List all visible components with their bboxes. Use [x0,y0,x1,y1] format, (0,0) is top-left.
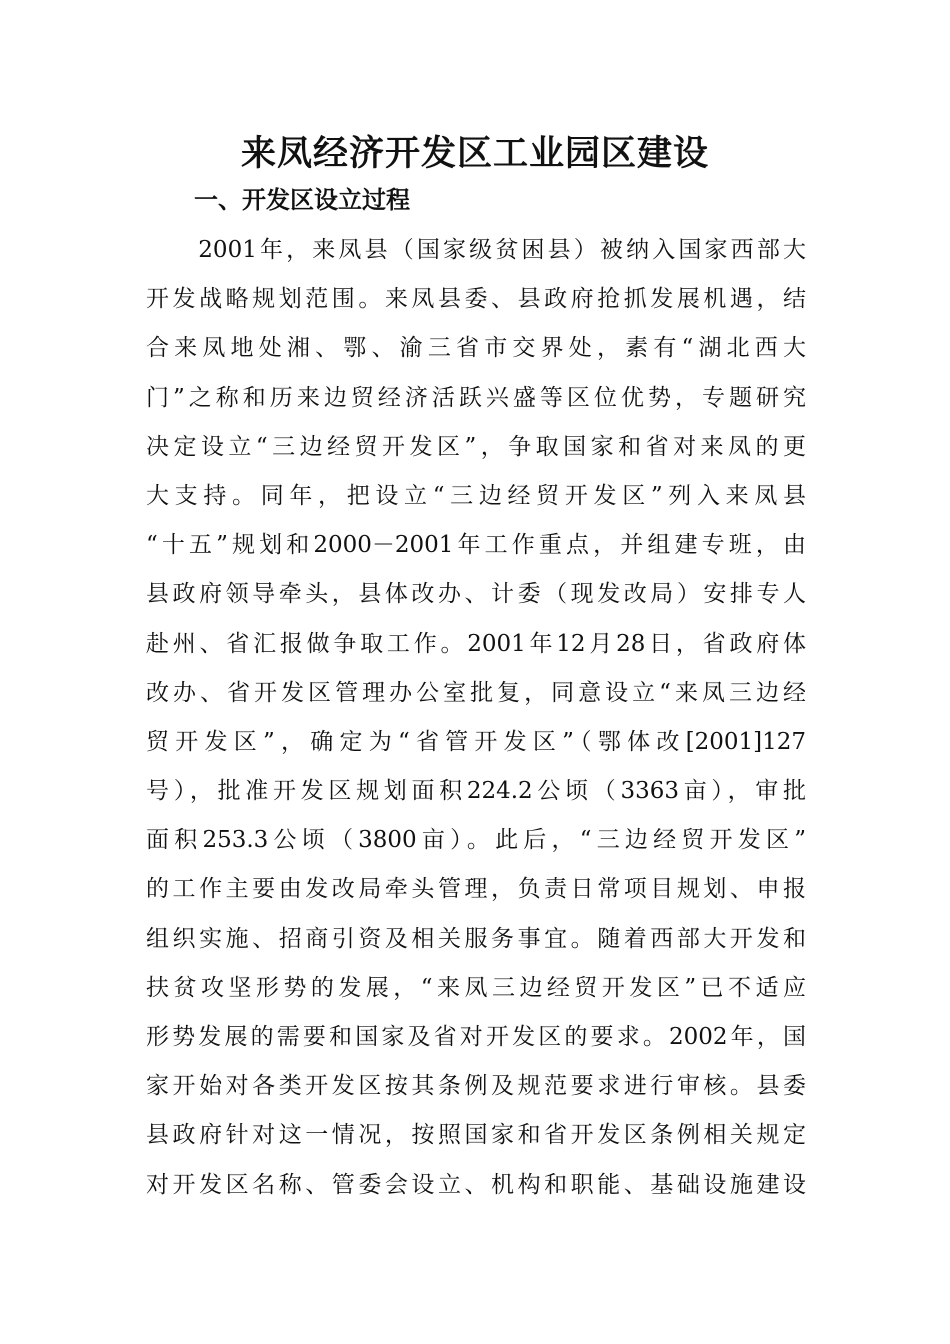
paragraph-line: 组织实施、招商引资及相关服务事宜。随着西部大开发和 [146,925,806,952]
paragraph-line: 贸开发区”，确定为“省管开发区”（鄂体改[2001]127 [146,728,806,755]
paragraph-line: 门”之称和历来边贸经济活跃兴盛等区位优势，专题研究 [146,384,806,411]
paragraph-line: 的工作主要由发改局牵头管理，负责日常项目规划、申报 [146,876,806,903]
body-paragraph [146,226,806,1210]
paragraph-line: 扶贫攻坚形势的发展，“来凤三边经贸开发区”已不适应 [146,974,806,1001]
paragraph-line: 县政府针对这一情况，按照国家和省开发区条例相关规定 [146,1122,806,1149]
paragraph-line: 合来凤地处湘、鄂、渝三省市交界处，素有“湖北西大 [146,335,806,362]
paragraph-line: 对开发区名称、管委会设立、机构和职能、基础设施建设 [146,1171,806,1198]
paragraph-line: 赴州、省汇报做争取工作。2001年12月28日，省政府体 [146,630,806,657]
paragraph-line: 改办、省开发区管理办公室批复，同意设立“来凤三边经 [146,679,806,706]
paragraph-line: 号），批准开发区规划面积224.2公顷（3363亩），审批 [146,778,806,805]
paragraph-line: 2001年，来凤县（国家级贫困县）被纳入国家西部大 [146,237,806,263]
paragraph-line: 家开始对各类开发区按其条例及规范要求进行审核。县委 [146,1073,806,1100]
paragraph-line: 县政府领导牵头，县体改办、计委（现发改局）安排专人 [146,581,806,608]
document-title: 来凤经济开发区工业园区建设 [240,134,709,174]
paragraph-line: 开发战略规划范围。来凤县委、县政府抢抓发展机遇，结 [146,286,806,313]
paragraph-line: 大支持。同年，把设立“三边经贸开发区”列入来凤县 [146,482,806,509]
section-heading: 一、开发区设立过程 [194,186,410,214]
paragraph-line: “十五”规划和2000－2001年工作重点，并组建专班，由 [146,532,806,559]
paragraph-line: 面积253.3公顷（3800亩）。此后，“三边经贸开发区” [146,827,806,854]
paragraph-line: 形势发展的需要和国家及省对开发区的要求。2002年，国 [146,1024,806,1050]
paragraph-line: 决定设立“三边经贸开发区”，争取国家和省对来凤的更 [146,433,806,460]
